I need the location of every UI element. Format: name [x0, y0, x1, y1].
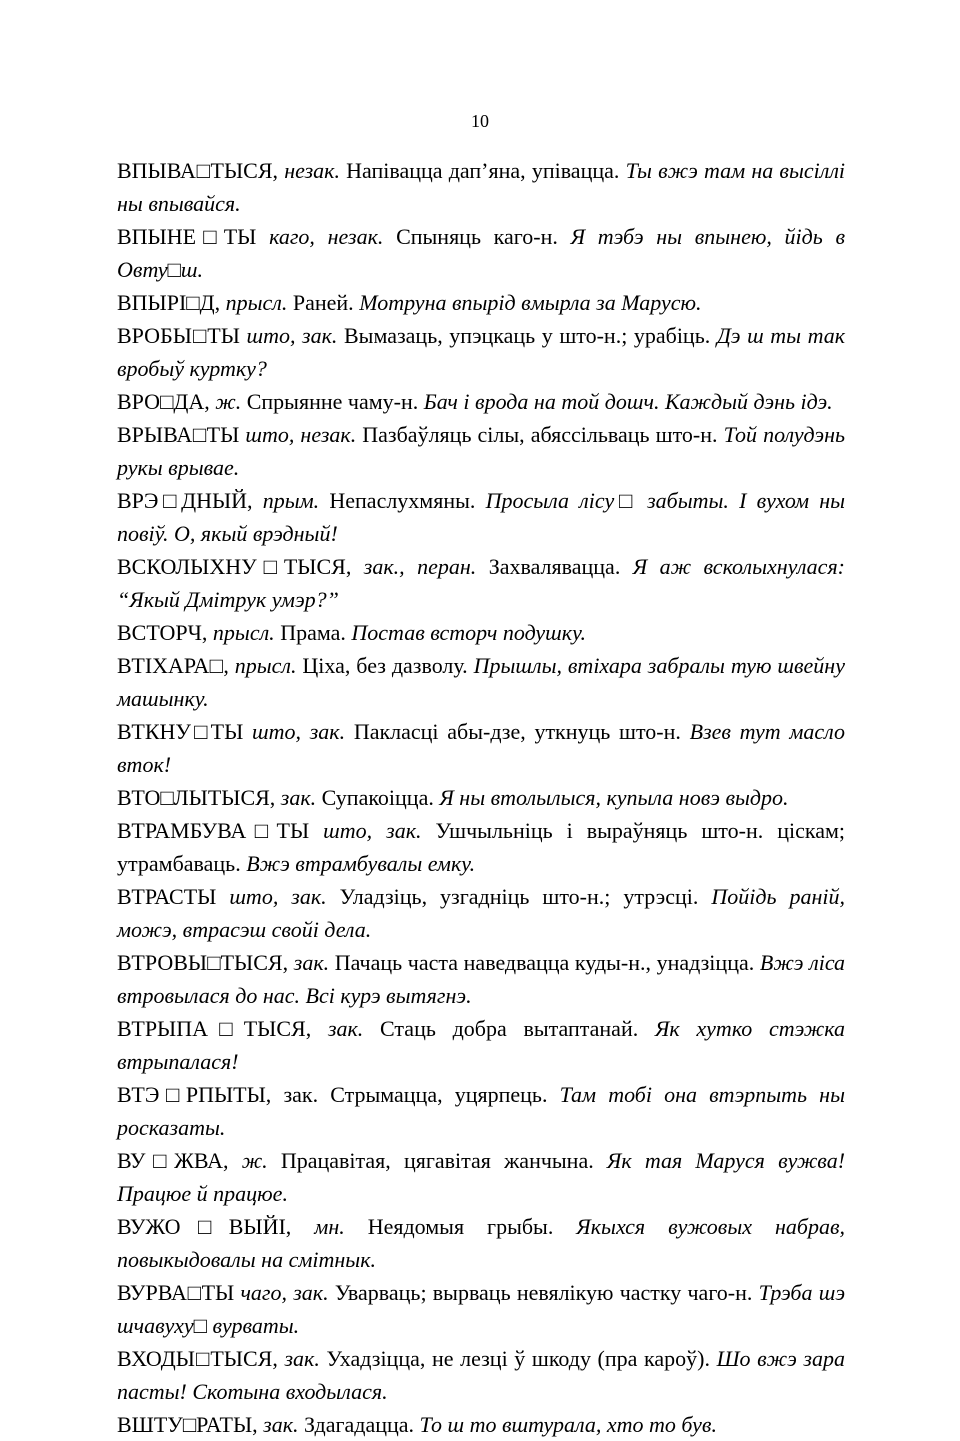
entry-example-or-label: Той полудэнь рукы врывае. [117, 422, 845, 480]
entry-headword: ВСТОРЧ, [117, 620, 208, 645]
page-number: 10 [471, 111, 489, 131]
dictionary-entry [117, 1078, 845, 1144]
entry-definition: Ухадзіцца, не лезці ў шкоду (пра кароў). [326, 1346, 710, 1371]
entry-example-or-label: зак. [327, 1016, 364, 1041]
dictionary-entry [117, 1012, 845, 1078]
entry-definition: Раней. [292, 290, 354, 315]
entry-headword: ВСКОЛЫХНУ□ТЫСЯ, [117, 554, 352, 579]
dictionary-entry [117, 1210, 845, 1276]
entry-example-or-label: што, зак. [229, 884, 327, 909]
entry-definition: Вымазаць, упэцкаць у што-н.; урабіць. [343, 323, 711, 348]
entry-definition: Пачаць часта наведвацца куды-н., унадзіцца. [334, 950, 755, 975]
entry-example-or-label: прым. [262, 488, 320, 513]
entry-headword: ВТІХАРА□, [117, 653, 229, 678]
dictionary-entry [117, 616, 845, 649]
dictionary-entry [117, 319, 845, 385]
entry-example-or-label: Ты вжэ там на высіллі ны впывайся. [117, 158, 846, 216]
dictionary-entry [117, 649, 845, 715]
entry-example-or-label: Вжэ ліса втровылася до нас. Всі курэ вытягнэ. [117, 950, 846, 1008]
entry-example-or-label: зак. [284, 1346, 320, 1371]
entry-example-or-label: Як тая Маруся вужва! Працюе й працюе. [117, 1148, 846, 1206]
dictionary-entry [117, 286, 845, 319]
entry-definition: Спыняць каго-н. [396, 224, 558, 249]
entry-definition: зак. Стрымацца, уцярпець. [283, 1082, 548, 1107]
entry-definition: Напівацца дап’яна, упівацца. [346, 158, 620, 183]
entry-example-or-label: што, незак. [245, 422, 357, 447]
entry-headword: ВПЫВА□ТЫСЯ, [117, 158, 279, 183]
entry-definition: Супакоіцца. [321, 785, 434, 810]
dictionary-entry [117, 781, 845, 814]
entry-example-or-label: ж. [215, 389, 242, 414]
entry-example-or-label: чаго, зак. [240, 1280, 329, 1305]
entry-definition: Ціха, без дазволу. [302, 653, 468, 678]
dictionary-entry [117, 1144, 845, 1210]
entry-example-or-label: зак. [263, 1412, 299, 1437]
entry-definition: Пакласці абы-дзе, уткнуць што-н. [353, 719, 681, 744]
entry-example-or-label: Я ны втолылыся, купыла новэ выдро. [439, 785, 789, 810]
entry-headword: ВРЫВА□ТЫ [117, 422, 240, 447]
entry-example-or-label: Шо вжэ зара пасты! Скотына входылася. [117, 1346, 846, 1404]
entry-headword: ВПЫРІ□Д, [117, 290, 221, 315]
entry-definition: Захвалявацца. [488, 554, 621, 579]
entry-example-or-label: незак. [284, 158, 340, 183]
entry-example-or-label: Трэба шэ шчавуху□ вурваты. [117, 1280, 846, 1338]
entry-example-or-label: Як хутко стэжка втрыпалася! [117, 1016, 846, 1074]
dictionary-entry [117, 220, 845, 286]
entry-headword: ВПЫНЕ□ТЫ [117, 224, 257, 249]
entry-example-or-label: прысл. [212, 620, 275, 645]
entry-example-or-label: Дэ ш ты так вробыў куртку? [117, 323, 846, 381]
dictionary-entry [117, 946, 845, 1012]
dictionary-entry [117, 1408, 845, 1441]
entry-headword: ВРО□ДА, [117, 389, 210, 414]
dictionary-entry [117, 715, 845, 781]
entry-definition: Непаслухмяны. [329, 488, 476, 513]
dictionary-entry [117, 1342, 845, 1408]
entry-headword: ВТРАСТЫ [117, 884, 217, 909]
entry-example-or-label: Я аж всколыхнулася: “Якый Дмітрук умэр?” [117, 554, 846, 612]
entry-example-or-label: зак. [293, 950, 330, 975]
entry-headword: ВУЖО□ВЫЙІ, [117, 1214, 292, 1239]
entry-definition: Спрыянне чаму-н. [246, 389, 419, 414]
entry-definition: Ушчыльніць і выраўняць што-н. ціскам; утрамбаваць. [117, 818, 845, 876]
entry-headword: ВУРВА□ТЫ [117, 1280, 235, 1305]
entry-definition: Уладзіць, узгадніць што-н.; утрэсці. [339, 884, 699, 909]
entry-definition: Неядомыя грыбы. [367, 1214, 554, 1239]
dictionary-entry [117, 1276, 845, 1342]
entry-example-or-label: Прышлы, втіхара забралы тую швейну машынку. [117, 653, 845, 711]
dictionary-entries [117, 154, 845, 1441]
dictionary-entry [117, 154, 845, 220]
dictionary-entry [117, 814, 845, 880]
entry-example-or-label: Мотруна впырід вмырла за Марусю. [359, 290, 702, 315]
entry-example-or-label: Бач і врода на той дошч. Каждый дэнь ідэ. [423, 389, 833, 414]
entry-example-or-label: Постав всторч подушку. [351, 620, 586, 645]
entry-headword: ВТЭ□РПЫТЫ, [117, 1082, 272, 1107]
entry-example-or-label: ж. [241, 1148, 268, 1173]
entry-headword: ВШТУ□РАТЫ, [117, 1412, 258, 1437]
entry-example-or-label: мн. [314, 1214, 345, 1239]
dictionary-entry [117, 550, 845, 616]
entry-headword: ВТКНУ□ТЫ [117, 719, 244, 744]
entry-example-or-label: Просыла лісу□ забыты. І вухом ны повіў. О, якый врэдный! [117, 488, 846, 546]
entry-headword: ВТРЫПА□ТЫСЯ, [117, 1016, 312, 1041]
entry-example-or-label: Взев тут масло вток! [117, 719, 846, 777]
entry-example-or-label: Вжэ втрамбувалы емку. [246, 851, 476, 876]
entry-example-or-label: Там тобі она втэрпыть ны росказаты. [117, 1082, 846, 1140]
entry-headword: ВРЭ□ДНЫЙ, [117, 488, 253, 513]
entry-example-or-label: прысл. [234, 653, 297, 678]
entry-example-or-label: Пойідь раній, можэ, втрасэш свойі дела. [117, 884, 846, 942]
entry-example-or-label: прысл. [225, 290, 288, 315]
entry-example-or-label: Якыхся вужовых набрав, повыкыдовалы на смітнык. [117, 1214, 846, 1272]
entry-headword: ВТРАМБУВА□ТЫ [117, 818, 310, 843]
dictionary-entry [117, 484, 845, 550]
dictionary-entry [117, 880, 845, 946]
entry-definition: Уварваць; вырваць невялікую частку чаго-н. [334, 1280, 753, 1305]
entry-headword: ВХОДЫ□ТЫСЯ, [117, 1346, 278, 1371]
dictionary-entry [117, 385, 845, 418]
entry-headword: ВРОБЫ□ТЫ [117, 323, 240, 348]
entry-headword: ВТО□ЛЫТЫСЯ, [117, 785, 276, 810]
entry-example-or-label: зак., перан. [363, 554, 477, 579]
entry-example-or-label: што, зак. [323, 818, 422, 843]
entry-example-or-label: каго, незак. [269, 224, 384, 249]
entry-headword: ВТРОВЫ□ТЫСЯ, [117, 950, 289, 975]
entry-definition: Стаць добра вытаптанай. [380, 1016, 639, 1041]
entry-example-or-label: То ш то вштурала, хто то був. [419, 1412, 717, 1437]
entry-example-or-label: што, зак. [246, 323, 338, 348]
entry-example-or-label: што, зак. [252, 719, 346, 744]
dictionary-entry [117, 418, 845, 484]
entry-example-or-label: Я тэбэ ны впынею, йідь в Овту□ш. [117, 224, 846, 282]
entry-headword: ВУ□ЖВА, [117, 1148, 229, 1173]
entry-definition: Працавітая, цягавітая жанчына. [280, 1148, 594, 1173]
entry-definition: Пазбаўляць сілы, абяссільваць што-н. [362, 422, 718, 447]
entry-definition: Прама. [280, 620, 346, 645]
entry-example-or-label: зак. [280, 785, 317, 810]
entry-definition: Здагадацца. [304, 1412, 415, 1437]
